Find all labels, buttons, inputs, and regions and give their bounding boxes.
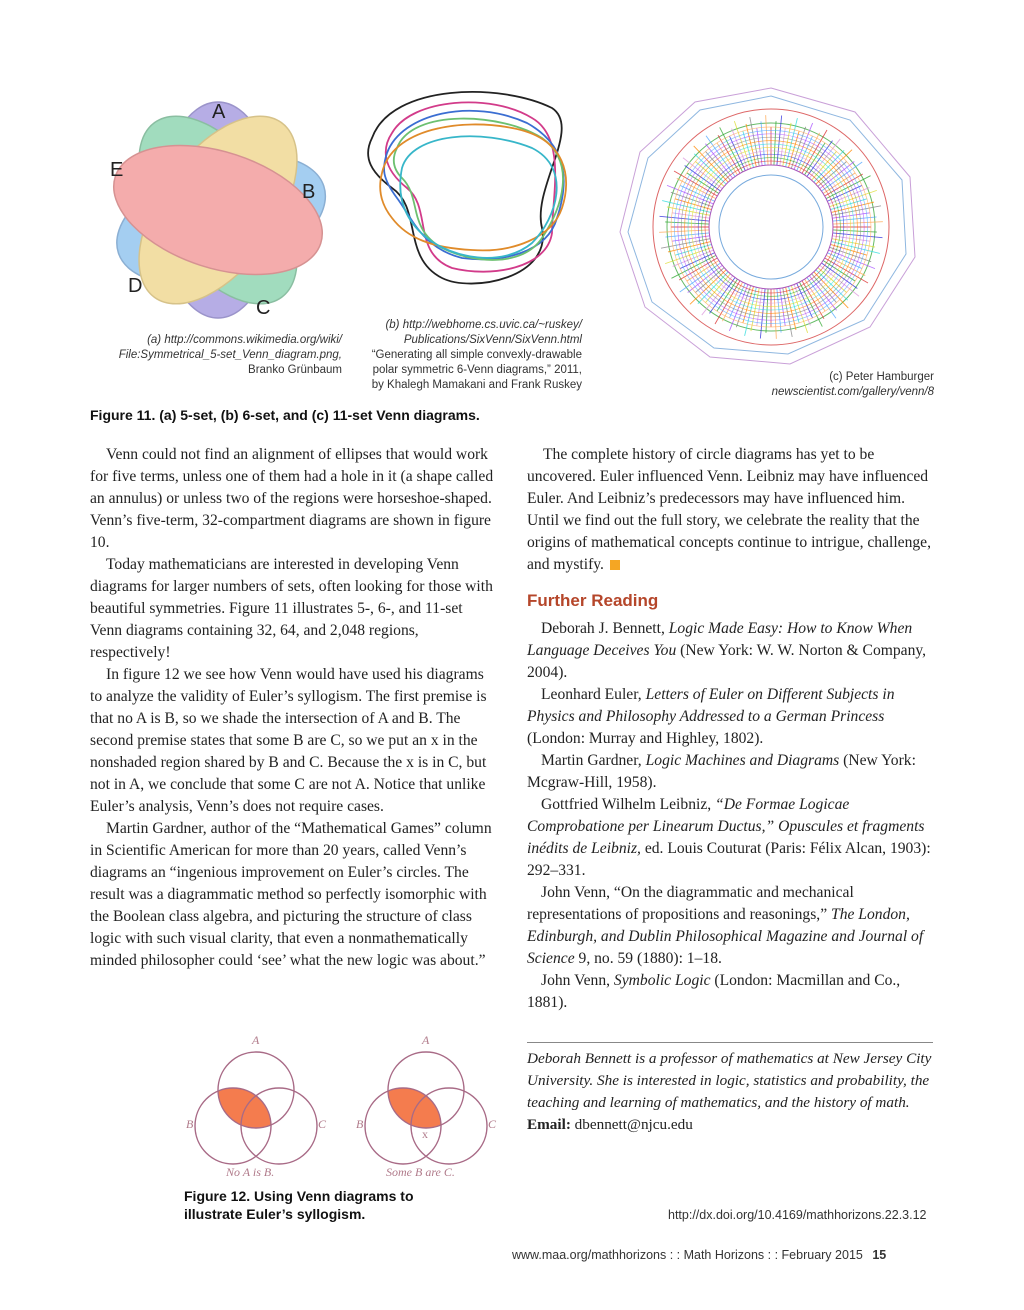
- paragraph-4: Martin Gardner, author of the “Mathematical Games” column in Scientific American for more than 20 years, called Venn’s diagrams an “ingenious improvement on Euler’s circles. The result was a diagrammatic method so perfectly isomorphic with the Boolean class algebra, and picturing the structure of class logic with such visual clarity, that even a nonmathematically minded philosopher could ‘see’ what the new logic was about.”: [90, 820, 492, 969]
- reference-item: Leonhard Euler, Letters of Euler on Different Subjects in Physics and Philosophy Addressed to a German Princess (London: Murray and Highley, 1802).: [527, 686, 895, 747]
- end-mark-icon: [610, 560, 620, 570]
- author-bio: Deborah Bennett is a professor of mathematics at New Jersey City University. She is interested in logic, statistics and probability, the teaching and learning of mathematics, and the history of math. Email: dbennett@njcu.edu: [527, 1050, 932, 1133]
- venn-label-c: C: [256, 297, 271, 319]
- paragraph-1: Venn could not find an alignment of ellipses that would work for five terms, unless one of them had a hole in it (a shape called an annulus) or unless two of the regions were horseshoe-shaped. Venn’s five-term, 32-compartment diagrams are shown in figure 10.: [90, 446, 494, 551]
- venn-11-set-diagram: [610, 82, 932, 372]
- figure11-title: Figure 11. (a) 5-set, (b) 6-set, and (c) 11-set Venn diagrams.: [90, 407, 480, 423]
- figure12-title: Figure 12. Using Venn diagrams to illustrate Euler’s syllogism.: [184, 1188, 414, 1222]
- right-column: [527, 444, 935, 1014]
- venn-5-set-diagram: [88, 90, 350, 330]
- reference-item: Deborah J. Bennett, Logic Made Easy: How to Know When Language Deceives You (New York: W. W. Norton & Company, 2004).: [527, 620, 927, 681]
- fig12-left-label-b: B: [186, 1117, 194, 1131]
- fig12-left-label-c: C: [318, 1117, 327, 1131]
- right-intro: The complete history of circle diagrams has yet to be uncovered. Euler influenced Venn. Leibniz may have influenced Euler. And Leibniz’s predecessors may have influenced him. Until we find out the full story, we celebrate the reality that the origins of mathematical concepts continue to intrigue, challenge, and mystify.: [527, 446, 932, 573]
- venn-label-d: D: [128, 275, 143, 297]
- reference-item: John Venn, “On the diagrammatic and mechanical representations of propositions and reasonings,” The London, Edinburgh, and Dublin Philosophical Magazine and Journal of Science 9, no. 59 (1880): 1–18.: [527, 884, 924, 967]
- fig12-right-caption: Some B are C.: [386, 1165, 455, 1179]
- fig12-left-caption: No A is B.: [226, 1165, 275, 1179]
- email-label: Email:: [527, 1116, 571, 1133]
- venn-label-e: E: [110, 159, 124, 181]
- figure11-caption-a: (a) http://commons.wikimedia.org/wiki/ File:Symmetrical_5-set_Venn_diagram.png, Branko Grünbaum: [118, 334, 342, 376]
- reference-list: [527, 618, 935, 1014]
- further-reading-heading: Further Reading: [527, 591, 659, 610]
- bio-divider: [527, 1042, 933, 1043]
- reference-item: John Venn, Symbolic Logic (London: Macmillan and Co., 1881).: [527, 972, 901, 1011]
- fig12-x-mark: x: [422, 1127, 428, 1141]
- venn-label-a: A: [212, 101, 226, 123]
- venn-6-set-diagram: [352, 78, 602, 308]
- doi-link[interactable]: http://dx.doi.org/10.4169/mathhorizons.22.3.12: [668, 1208, 927, 1222]
- fig12-left-label-a: A: [252, 1033, 260, 1047]
- left-column: [90, 444, 498, 972]
- fig12-right-label-c: C: [488, 1117, 497, 1131]
- venn-label-b: B: [302, 181, 316, 203]
- figure11-caption-c: (c) Peter Hamburger newscientist.com/gallery/venn/8: [771, 371, 934, 398]
- figure11-caption-b: (b) http://webhome.cs.uvic.ca/~ruskey/ Publications/SixVenn/SixVenn.html “Generating all simple convexly-drawable polar symmetric 6-Venn diagrams,” 2011, by Khalegh Mamakani and Frank Ruskey: [371, 319, 582, 391]
- paragraph-3: In figure 12 we see how Venn would have used his diagrams to analyze the validity of Euler’s syllogism. The first premise is that no A is B, so we shade the intersection of A and B. The second premise states that some B are C, so we put an x in the nonshaded region shared by B and C. Because the x is in C, but not in A, we conclude that some C are not A. Notice that unlike Euler’s analysis, Venn’s does not require cases.: [90, 666, 487, 815]
- paragraph-2: Today mathematicians are interested in developing Venn diagrams for larger numbers of sets, often looking for those with beautiful symmetries. Figure 11 illustrates 5-, 6-, and 11-set Venn diagrams containing 32, 64, and 2,048 regions, respectively!: [90, 556, 493, 661]
- venn-no-a-is-b: [186, 1033, 327, 1179]
- page-number: 15: [872, 1248, 887, 1262]
- author-email[interactable]: dbennett@njcu.edu: [574, 1116, 693, 1133]
- fig12-right-label-a: A: [422, 1033, 430, 1047]
- fig12-right-label-b: B: [356, 1117, 364, 1131]
- venn-some-b-are-c: [356, 1033, 497, 1179]
- page-footer: www.maa.org/mathhorizons : : Math Horizons : : February 2015 15: [512, 1248, 887, 1262]
- reference-item: Gottfried Wilhelm Leibniz, “De Formae Logicae Comprobatione per Linearum Ductus,” Opuscules et fragments inédits de Leibniz, ed. Louis Couturat (Paris: Félix Alcan, 1903): 292–331.: [527, 796, 931, 879]
- figure12-diagrams: [178, 1028, 508, 1184]
- reference-item: Martin Gardner, Logic Machines and Diagrams (New York: Mcgraw-Hill, 1958).: [527, 752, 916, 791]
